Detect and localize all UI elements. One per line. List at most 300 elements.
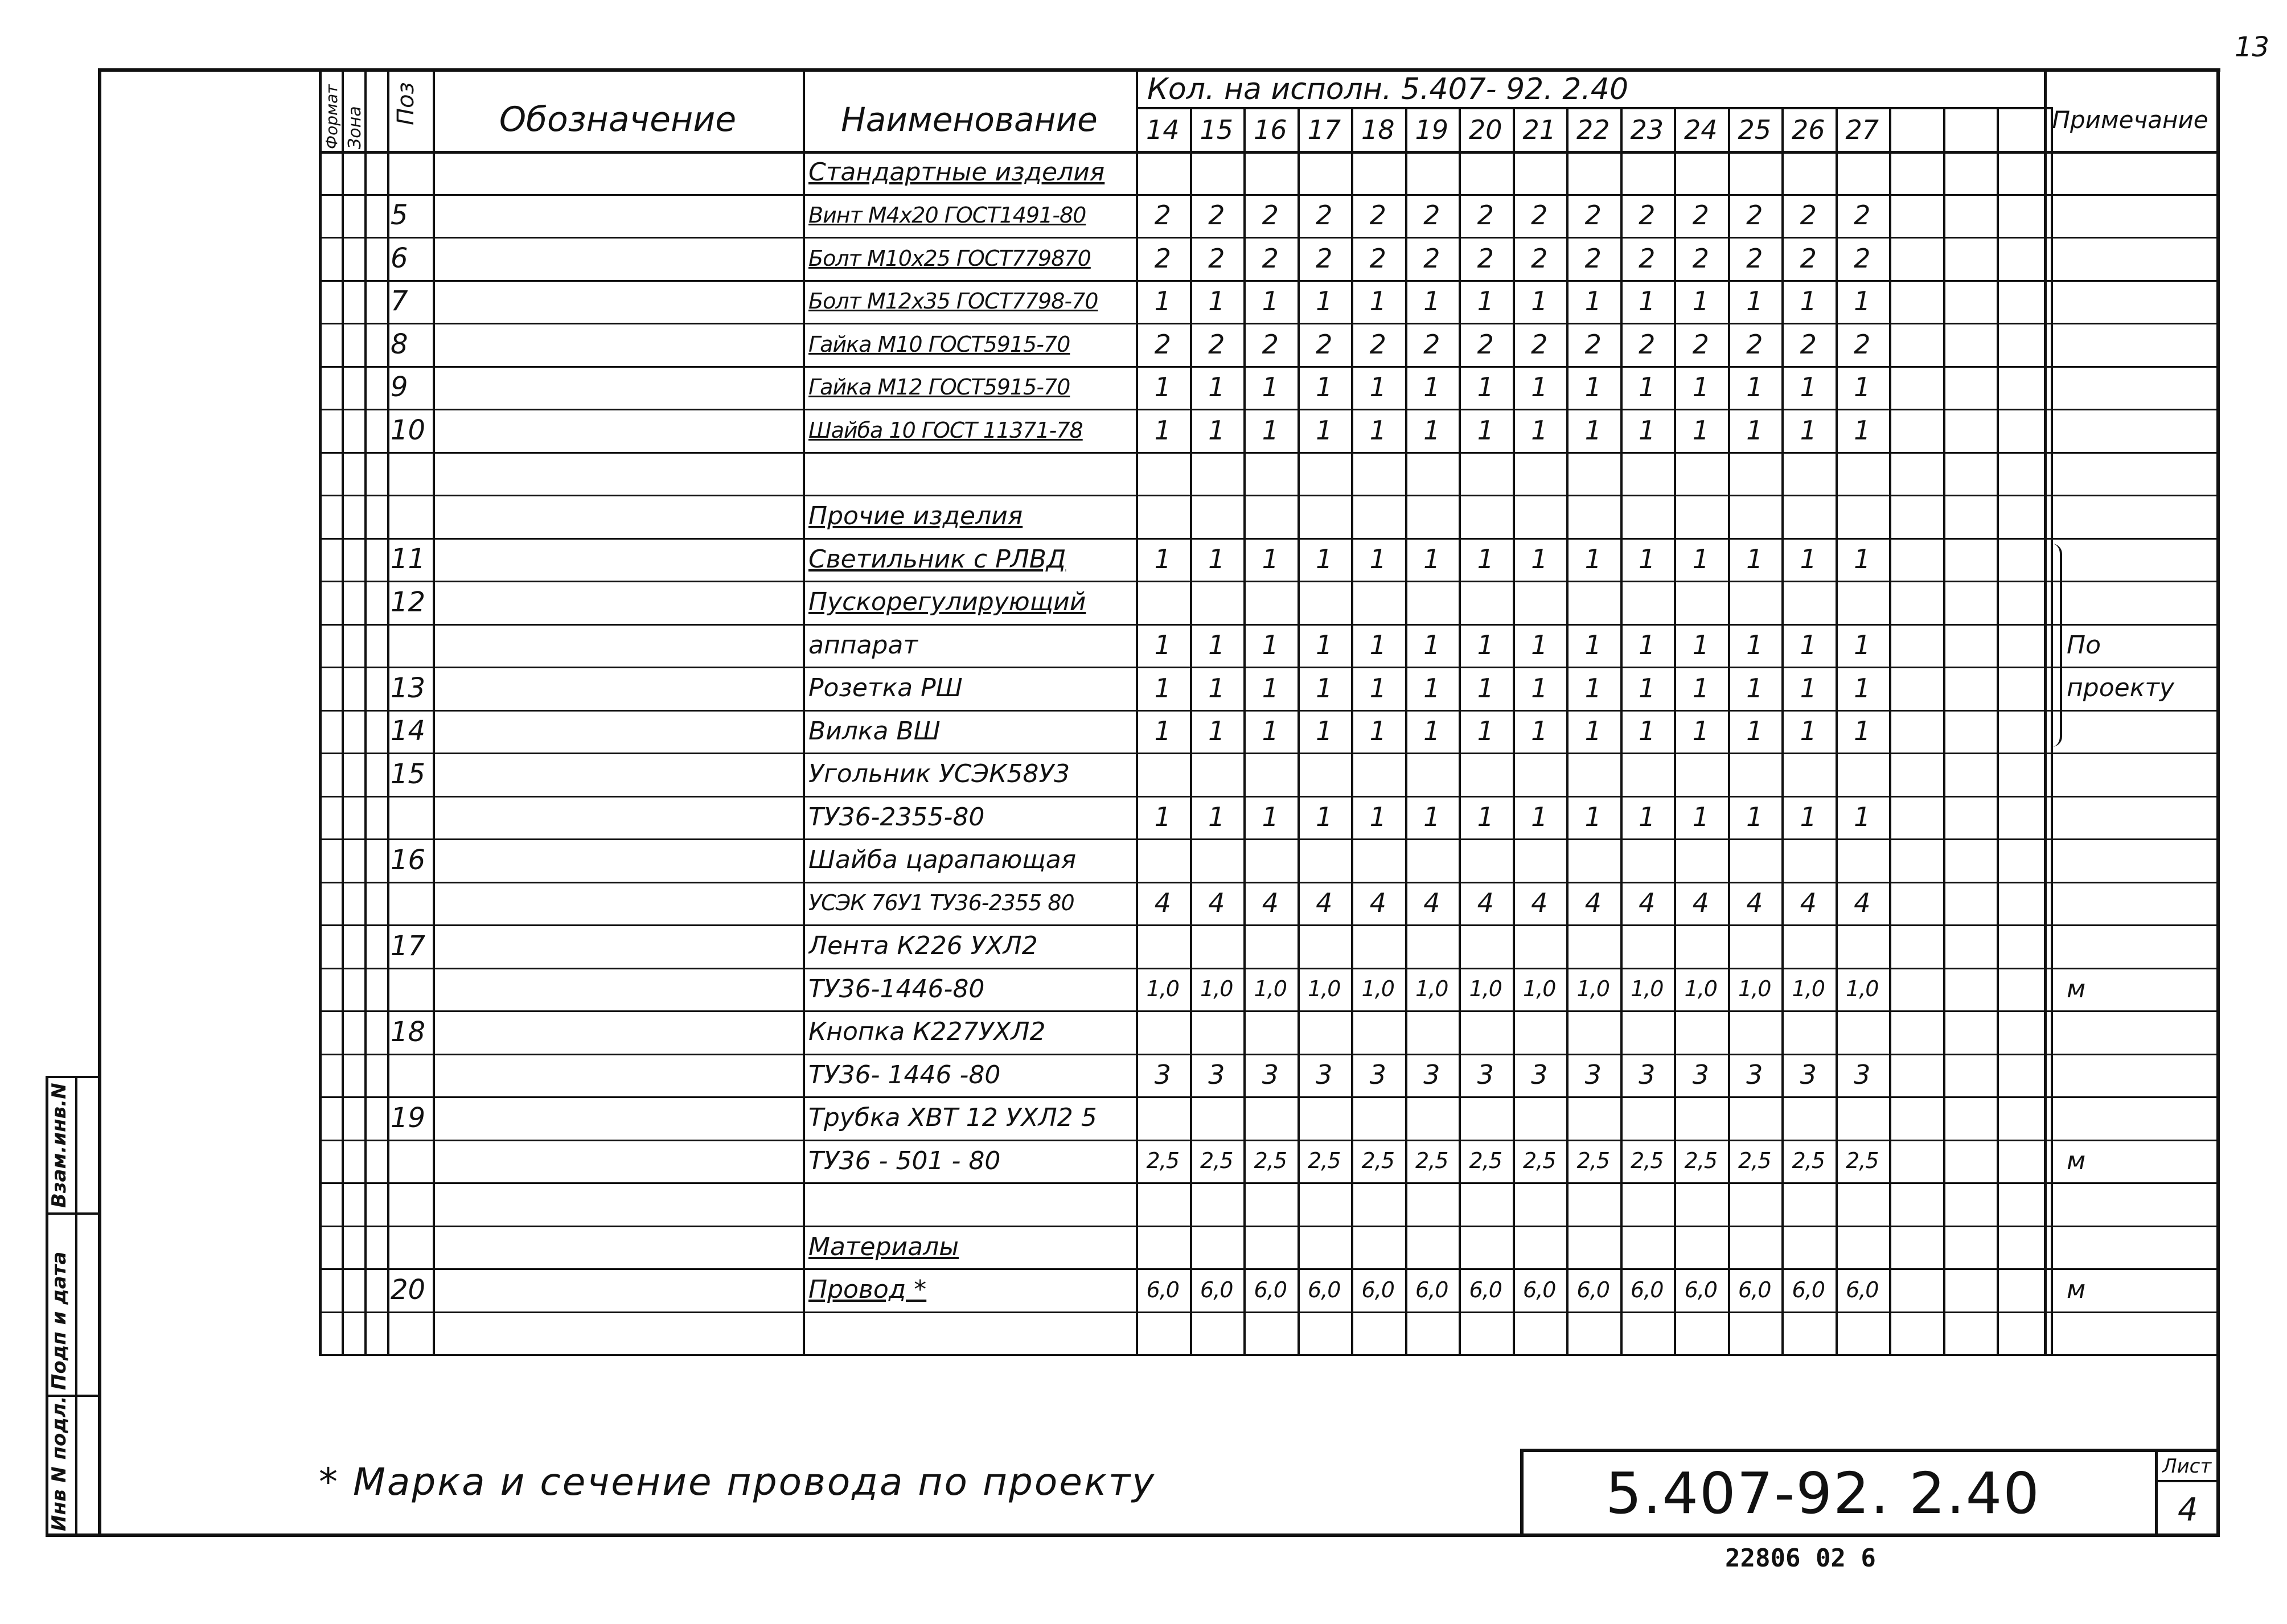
header-variant-22: 22 [1576,114,1610,145]
row-qty: 1 [1423,716,1440,747]
row-qty: 2 [1369,328,1386,360]
row-qty: 1 [1477,286,1494,317]
row-qty: 1 [1692,286,1709,317]
row-qty: 1 [1800,544,1817,575]
row-name [808,452,1134,495]
row-pos [391,968,433,1011]
row-qty: 3 [1692,1059,1709,1091]
row-qty: 1 [1369,630,1386,661]
row-qty: 1 [1369,286,1386,317]
row-qty: 1 [1262,372,1279,403]
row-qty: 1 [1316,544,1333,575]
row-qty: 4 [1369,887,1386,919]
row-qty: 3 [1746,1059,1763,1091]
row-pos: 9 [391,371,408,404]
row-qty: 1 [1746,672,1763,704]
row-qty: 1 [1692,801,1709,833]
header-variant-20: 20 [1468,114,1502,145]
row-qty: 2,5 [1415,1148,1448,1174]
header-variant-24: 24 [1684,114,1718,145]
row-qty: 2 [1423,328,1440,360]
row-qty: 6,0 [1469,1277,1502,1302]
row-note: м [2067,1275,2086,1305]
row-line [319,924,2216,926]
titleblock-top [1520,1449,2220,1452]
row-qty: 1 [1584,414,1602,446]
row-qty: 2 [1423,242,1440,274]
header-variant-19: 19 [1415,114,1449,145]
row-qty: 1 [1369,716,1386,747]
row-qty: 2 [1692,200,1709,231]
row-qty: 1 [1316,672,1333,704]
row-qty: 2,5 [1200,1148,1233,1174]
row-pos [391,452,433,495]
col-line-variant [1943,107,1945,1354]
row-qty: 3 [1639,1059,1656,1091]
row-line [319,1354,2216,1356]
row-line [319,1182,2216,1184]
header-bottom [319,151,2216,154]
row-line [319,1311,2216,1313]
row-qty: 3 [1369,1059,1386,1091]
row-qty: 6,0 [1415,1277,1448,1302]
row-qty: 1 [1800,672,1817,704]
row-qty: 4 [1692,887,1709,919]
header-variant-18: 18 [1361,114,1395,145]
row-qty: 1 [1369,544,1386,575]
row-pos: 17 [391,930,426,962]
row-qty: 6,0 [1523,1277,1556,1302]
row-pos [391,1054,433,1097]
row-qty: 1 [1477,630,1494,661]
row-qty: 2,5 [1523,1148,1556,1174]
row-qty: 1 [1154,286,1171,317]
row-pos: 6 [391,242,408,274]
row-qty: 1 [1531,672,1548,704]
row-line [319,452,2216,454]
row-qty: 1 [1154,672,1171,704]
row-pos: 20 [391,1273,426,1306]
footnote: * Марка и сечение провода по проекту [319,1460,1156,1504]
row-qty: 1,0 [1846,976,1879,1002]
row-qty: 1 [1800,372,1817,403]
row-qty: 1 [1639,630,1656,661]
row-pos [391,1140,433,1183]
row-qty: 1 [1531,414,1548,446]
row-qty: 2 [1854,242,1871,274]
row-name: Шайба 10 ГОСТ 11371-78 [808,417,1083,443]
row-qty: 1 [1531,286,1548,317]
row-qty: 1,0 [1576,976,1609,1002]
row-qty: 2,5 [1308,1148,1341,1174]
row-qty: 2,5 [1631,1148,1664,1174]
row-qty: 2 [1316,200,1333,231]
row-qty: 1 [1639,414,1656,446]
row-name: ТУ36 - 501 - 80 [808,1146,1001,1175]
row-qty: 2,5 [1254,1148,1287,1174]
row-qty: 4 [1208,887,1225,919]
row-qty: 1,0 [1146,976,1179,1002]
header-qty: Кол. на исполн. 5.407- 92. 2.40 [1147,72,1629,106]
row-qty: 1 [1800,801,1817,833]
row-qty: 1 [1154,801,1171,833]
titleblock-left [1520,1449,1524,1537]
row-qty: 3 [1531,1059,1548,1091]
row-pos: 7 [391,285,408,318]
row-qty: 1 [1477,372,1494,403]
row-qty: 1 [1854,372,1871,403]
row-qty: 1 [1423,672,1440,704]
row-qty: 1 [1208,716,1225,747]
row-qty: 1 [1531,801,1548,833]
row-qty: 2,5 [1792,1148,1825,1174]
row-qty: 1 [1584,286,1602,317]
row-note: По [2067,630,2101,660]
row-qty: 2 [1746,242,1763,274]
row-qty: 1 [1531,630,1548,661]
row-qty: 1 [1423,414,1440,446]
row-name: Прочие изделия [808,501,1023,531]
row-qty: 1 [1369,372,1386,403]
row-qty: 1,0 [1738,976,1771,1002]
row-name: УСЭК 76У1 ТУ36-2355 80 [808,890,1074,916]
row-qty: 1 [1316,801,1333,833]
row-qty: 1 [1746,630,1763,661]
row-qty: 3 [1154,1059,1171,1091]
row-qty: 2,5 [1146,1148,1179,1174]
col-line-zone [364,68,367,1354]
row-qty: 1 [1692,630,1709,661]
header-variant-25: 25 [1738,114,1772,145]
row-qty: 2 [1531,200,1548,231]
row-name: ТУ36-1446-80 [808,974,985,1004]
row-qty: 1 [1746,286,1763,317]
row-qty: 1,0 [1469,976,1502,1002]
row-pos: 15 [391,758,426,790]
row-qty: 2 [1692,242,1709,274]
row-qty: 1 [1584,672,1602,704]
row-qty: 1,0 [1415,976,1448,1002]
col-line-name [803,68,805,1354]
row-pos: 13 [391,672,426,704]
row-pos: 11 [391,543,426,575]
row-qty: 2 [1584,242,1602,274]
row-qty: 2 [1262,242,1279,274]
row-qty: 1 [1639,544,1656,575]
row-qty: 6,0 [1146,1277,1179,1302]
row-name: ТУ36- 1446 -80 [808,1060,1001,1089]
row-qty: 1,0 [1308,976,1341,1002]
row-qty: 3 [1208,1059,1225,1091]
row-qty: 1 [1262,630,1279,661]
row-qty: 1 [1262,414,1279,446]
row-qty: 2 [1639,200,1656,231]
row-qty: 1 [1154,372,1171,403]
header-variant-17: 17 [1307,114,1341,145]
row-qty: 1 [1854,286,1871,317]
row-qty: 1,0 [1631,976,1664,1002]
row-line [319,753,2216,754]
row-qty: 1 [1369,801,1386,833]
row-qty: 1 [1692,672,1709,704]
row-qty: 1 [1154,716,1171,747]
row-qty: 6,0 [1792,1277,1825,1302]
row-qty: 1 [1531,716,1548,747]
row-qty: 2 [1477,328,1494,360]
row-qty: 3 [1854,1059,1871,1091]
row-pos: 16 [391,844,426,876]
header-variant-23: 23 [1630,114,1664,145]
col-line-note [2044,68,2047,1354]
row-qty: 6,0 [1254,1277,1287,1302]
row-pos: 19 [391,1101,426,1134]
row-pos [391,882,433,925]
row-qty: 2 [1208,200,1225,231]
row-qty: 3 [1800,1059,1817,1091]
row-qty: 4 [1316,887,1333,919]
row-qty: 4 [1423,887,1440,919]
row-qty: 1,0 [1361,976,1394,1002]
row-qty: 1 [1746,801,1763,833]
row-name [808,1182,1134,1226]
row-qty: 1 [1692,372,1709,403]
col-line-left [319,68,322,1354]
row-qty: 2,5 [1361,1148,1394,1174]
row-name: аппарат [808,630,918,660]
row-name: Трубка ХВТ 12 УХЛ2 5 [808,1103,1097,1133]
row-name: Угольник УСЭК58У3 [808,759,1070,789]
row-qty: 1 [1316,372,1333,403]
row-qty: 1 [1692,716,1709,747]
header-designation: Обозначение [499,100,737,139]
row-qty: 2 [1423,200,1440,231]
row-qty: 1 [1854,414,1871,446]
row-name: Болт М10х25 ГОСТ779870 [808,245,1091,271]
row-pos [391,151,433,194]
row-qty: 1 [1692,544,1709,575]
row-qty: 1 [1369,414,1386,446]
row-qty: 1 [1639,801,1656,833]
row-qty: 4 [1477,887,1494,919]
row-qty: 1 [1423,372,1440,403]
row-qty: 1 [1477,801,1494,833]
row-qty: 1 [1584,544,1602,575]
row-qty: 2 [1369,200,1386,231]
row-qty: 1 [1584,630,1602,661]
header-variant-21: 21 [1522,114,1557,145]
row-qty: 2 [1854,328,1871,360]
row-pos: 5 [391,199,408,232]
row-qty: 2 [1584,200,1602,231]
row-qty: 1 [1584,716,1602,747]
row-pos [391,1182,433,1226]
header-pos: Поз [393,82,419,125]
row-name: Провод * [808,1275,927,1305]
row-qty: 6,0 [1361,1277,1394,1302]
row-qty: 1 [1531,544,1548,575]
row-qty: 1 [1746,372,1763,403]
row-qty: 1,0 [1254,976,1287,1002]
row-qty: 3 [1584,1059,1602,1091]
row-qty: 1 [1477,544,1494,575]
row-pos [391,495,433,538]
row-name: Болт М12х35 ГОСТ7798-70 [808,289,1098,314]
row-qty: 1 [1800,286,1817,317]
row-qty: 6,0 [1631,1277,1664,1302]
row-qty: 6,0 [1308,1277,1341,1302]
row-name: Винт М4х20 ГОСТ1491-80 [808,203,1086,228]
archive-number: 22806 02 6 [1725,1544,1876,1573]
row-qty: 1 [1639,372,1656,403]
row-name: ТУ36-2355-80 [808,802,985,832]
row-qty: 1 [1262,716,1279,747]
row-line [319,495,2216,496]
titleblock-sheet-div [2155,1480,2220,1482]
row-qty: 1 [1854,630,1871,661]
side-stamp-inv: Инв N подл. [48,1396,71,1531]
row-qty: 1 [1800,630,1817,661]
row-qty: 6,0 [1576,1277,1609,1302]
row-name: Вилка ВШ [808,716,941,746]
row-name [808,1311,1134,1355]
row-qty: 2,5 [1846,1148,1879,1174]
row-name: Материалы [808,1232,959,1261]
row-name: Гайка М12 ГОСТ5915-70 [808,375,1070,400]
row-qty: 2,5 [1469,1148,1502,1174]
row-qty: 6,0 [1846,1277,1879,1302]
row-qty: 2 [1531,242,1548,274]
row-qty: 1 [1423,544,1440,575]
row-qty: 1 [1262,801,1279,833]
row-pos [391,1311,433,1355]
row-qty: 1 [1208,286,1225,317]
row-qty: 1,0 [1523,976,1556,1002]
row-qty: 1 [1800,414,1817,446]
row-qty: 1 [1208,372,1225,403]
row-qty: 1 [1423,286,1440,317]
header-note: Примечание [2052,105,2208,134]
row-qty: 2 [1154,242,1171,274]
row-name: Гайка М10 ГОСТ5915-70 [808,331,1070,357]
row-qty: 4 [1639,887,1656,919]
col-line-variant [1889,107,1891,1354]
row-qty: 1,0 [1792,976,1825,1002]
row-qty: 2 [1208,242,1225,274]
row-qty: 1 [1208,801,1225,833]
row-name: Кнопка К227УХЛ2 [808,1017,1046,1047]
row-qty: 1 [1692,414,1709,446]
row-qty: 1 [1854,544,1871,575]
row-qty: 2 [1316,328,1333,360]
row-qty: 1 [1208,672,1225,704]
row-qty: 1 [1854,801,1871,833]
row-qty: 1 [1477,672,1494,704]
row-pos [391,1226,433,1269]
row-qty: 1 [1208,414,1225,446]
col-line-designation [433,68,435,1354]
titleblock-sheet-left [2155,1449,2158,1537]
row-qty: 6,0 [1200,1277,1233,1302]
row-note: м [2067,1146,2086,1175]
row-qty: 2 [1262,328,1279,360]
col-line-pos [387,68,389,1354]
row-qty: 2,5 [1576,1148,1609,1174]
row-name: Светильник с РЛВД [808,544,1066,574]
row-qty: 2 [1477,200,1494,231]
row-qty: 1 [1154,414,1171,446]
row-qty: 1 [1316,716,1333,747]
row-qty: 2 [1584,328,1602,360]
row-qty: 1 [1746,716,1763,747]
row-qty: 4 [1531,887,1548,919]
row-qty: 2 [1639,242,1656,274]
row-line [319,581,2216,582]
row-qty: 1 [1316,286,1333,317]
row-qty: 1 [1369,672,1386,704]
row-qty: 6,0 [1738,1277,1771,1302]
row-qty: 1 [1316,414,1333,446]
row-qty: 1 [1208,544,1225,575]
row-qty: 2,5 [1684,1148,1717,1174]
row-line [319,1096,2216,1098]
row-qty: 1 [1154,544,1171,575]
side-stamp-replace: Взам.инв.N [48,1083,71,1208]
row-qty: 1 [1477,716,1494,747]
row-qty: 3 [1262,1059,1279,1091]
row-pos: 12 [391,586,426,618]
row-qty: 3 [1316,1059,1333,1091]
group-brace [2048,544,2062,747]
row-qty: 2,5 [1738,1148,1771,1174]
header-name: Наименование [841,100,1098,139]
row-name: Розетка РШ [808,673,963,703]
row-qty: 1 [1639,286,1656,317]
header-variant-16: 16 [1253,114,1287,145]
row-qty: 1 [1208,630,1225,661]
header-zone: Зона [345,106,365,149]
row-line [319,838,2216,840]
row-qty: 1 [1531,372,1548,403]
header-variant-14: 14 [1145,114,1180,145]
row-qty: 2 [1800,242,1817,274]
row-qty: 1 [1639,672,1656,704]
row-qty: 2 [1262,200,1279,231]
row-qty: 1 [1639,716,1656,747]
header-variant-15: 15 [1200,114,1234,145]
side-stamp-sign: Подп и дата [48,1251,71,1390]
row-qty: 6,0 [1684,1277,1717,1302]
row-qty: 1 [1154,630,1171,661]
row-qty: 2 [1746,328,1763,360]
col-line-format [342,68,344,1354]
row-qty: 2 [1154,200,1171,231]
row-pos: 14 [391,715,426,747]
row-line [319,1010,2216,1012]
col-line-variant [1997,107,1999,1354]
row-qty: 1 [1262,672,1279,704]
row-qty: 3 [1477,1059,1494,1091]
row-qty: 2 [1208,328,1225,360]
row-qty: 2 [1477,242,1494,274]
row-pos: 10 [391,414,426,446]
header-variant-27: 27 [1845,114,1879,145]
row-qty: 4 [1854,887,1871,919]
row-qty: 2 [1800,328,1817,360]
row-line [319,1226,2216,1227]
row-qty: 4 [1262,887,1279,919]
row-qty: 1 [1584,801,1602,833]
row-qty: 1 [1262,544,1279,575]
